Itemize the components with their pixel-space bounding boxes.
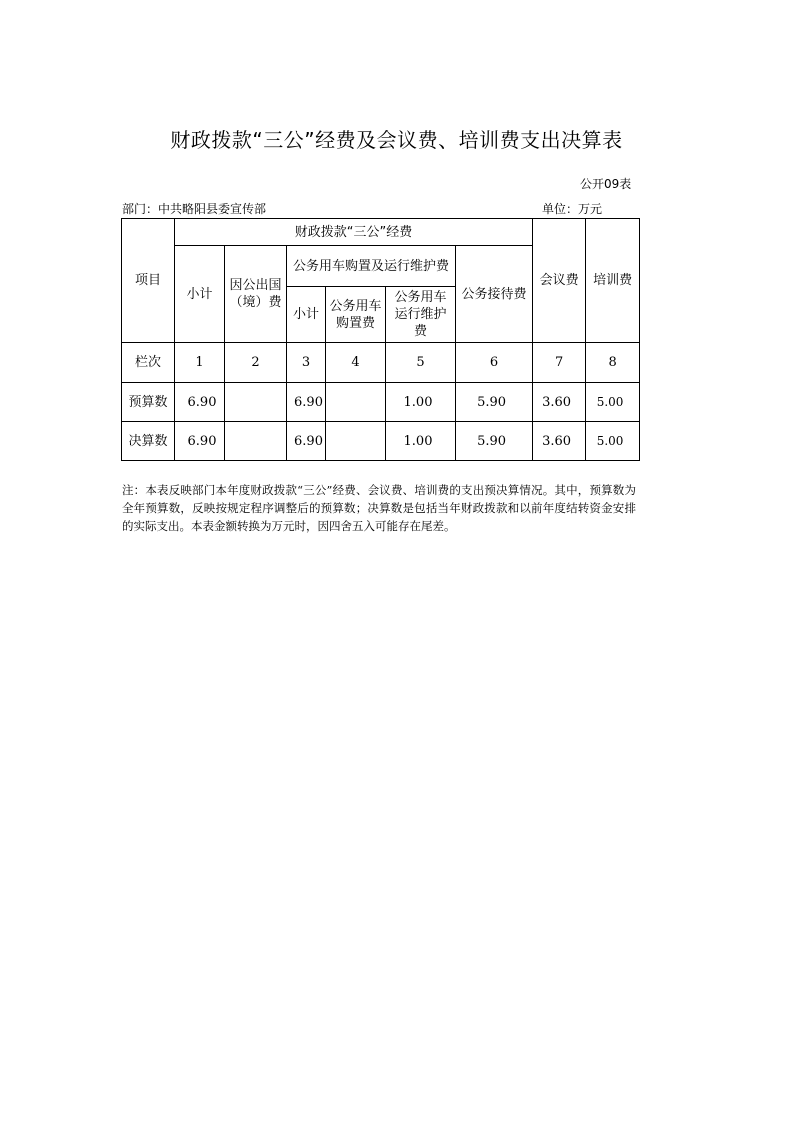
column-number: 1 — [175, 343, 225, 383]
column-row-label: 栏次 — [122, 343, 175, 383]
cell-vehicle-operation: 1.00 — [386, 422, 456, 461]
unit-label: 单位：万元 — [542, 202, 603, 216]
row-label: 决算数 — [122, 422, 175, 461]
header-overseas: 因公出国（境）费 — [225, 246, 287, 343]
footnote: 注：本表反映部门本年度财政拨款“三公”经费、会议费、培训费的支出预决算情况。其中，预算数为全年预算数，反映按规定程序调整后的预算数；决算数是包括当年财政拨款和以前年度结转资金安排的实际支出。本表金额转换为万元时，因四舍五入可能存在尾差。 — [122, 483, 636, 533]
cell-vehicle-subtotal: 6.90 — [287, 383, 326, 422]
column-number-row — [122, 343, 640, 383]
page-title: 财政拨款“三公”经费及会议费、培训费支出决算表 — [170, 128, 623, 152]
form-code: 公开09表 — [580, 177, 632, 191]
header-vehicle-operation: 公务用车运行维护费 — [386, 287, 456, 343]
cell-training: 5.00 — [586, 383, 640, 422]
column-number: 2 — [225, 343, 287, 383]
expenditure-table — [121, 218, 640, 461]
cell-vehicle-purchase — [326, 383, 386, 422]
table-row — [122, 422, 640, 461]
column-number: 6 — [456, 343, 533, 383]
header-training: 培训费 — [586, 219, 640, 343]
header-vehicle-group: 公务用车购置及运行维护费 — [287, 246, 456, 287]
header-reception: 公务接待费 — [456, 246, 533, 343]
column-number: 5 — [386, 343, 456, 383]
table-row — [122, 383, 640, 422]
column-number: 4 — [326, 343, 386, 383]
header-vehicle-purchase: 公务用车购置费 — [326, 287, 386, 343]
cell-meeting: 3.60 — [533, 422, 586, 461]
cell-vehicle-operation: 1.00 — [386, 383, 456, 422]
header-three-public-group: 财政拨款“三公”经费 — [175, 219, 533, 246]
row-label: 预算数 — [122, 383, 175, 422]
header-meeting: 会议费 — [533, 219, 586, 343]
header-item: 项目 — [122, 219, 175, 343]
column-number: 8 — [586, 343, 640, 383]
cell-reception: 5.90 — [456, 422, 533, 461]
department-label: 部门：中共略阳县委宣传部 — [122, 202, 267, 216]
cell-training: 5.00 — [586, 422, 640, 461]
cell-overseas — [225, 422, 287, 461]
cell-subtotal: 6.90 — [175, 383, 225, 422]
cell-vehicle-purchase — [326, 422, 386, 461]
cell-vehicle-subtotal: 6.90 — [287, 422, 326, 461]
header-subtotal: 小计 — [175, 246, 225, 343]
cell-reception: 5.90 — [456, 383, 533, 422]
column-number: 3 — [287, 343, 326, 383]
cell-meeting: 3.60 — [533, 383, 586, 422]
cell-subtotal: 6.90 — [175, 422, 225, 461]
column-number: 7 — [533, 343, 586, 383]
cell-overseas — [225, 383, 287, 422]
header-vehicle-subtotal: 小计 — [287, 287, 326, 343]
